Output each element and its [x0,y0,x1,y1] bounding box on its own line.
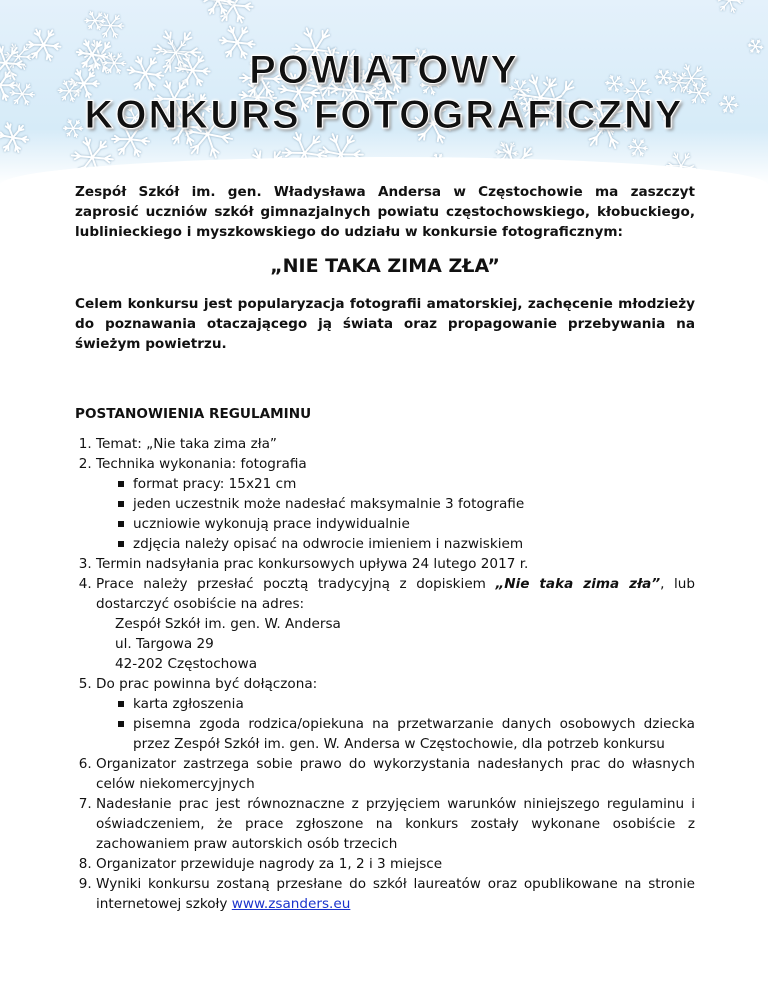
rule-4-text: Prace należy przesłać pocztą tradycyjną z dopiskiem [96,576,496,592]
snowflake-icon [717,0,743,12]
rule-7: 7. Nadesłanie prac jest równoznaczne z przyjęciem warunków niniejszego regulaminu i oświadczeniem, że prace zgłoszone na konkurs zostały wykonane osobiście z zachowaniem praw autorskich osób trzecich [96,794,695,854]
snowflake-icon [85,12,105,30]
rules-list [75,434,695,914]
rule-4-text-end: , lub dostarczyć osobiście na adres: [96,576,695,612]
rule-2-bullet: jeden uczestnik może nadesłać maksymalnie 3 fotografie [118,494,695,514]
rule-3: 3. Termin nadsyłania prac konkursowych upływa 24 lutego 2017 r. [96,554,695,574]
snowflake-icon [97,14,123,38]
rule-5-bullet: karta zgłoszenia [118,694,695,714]
rule-5 [96,674,695,754]
rule-9-text: Wyniki konkursu zostaną przesłane do szkół laureatów oraz opublikowane na stronie internetowej szkoły [96,876,695,912]
rule-1: 1. Temat: „Nie taka zima zła” [96,434,695,454]
rule-5-text: Do prac powinna być dołączona: [96,676,318,692]
rule-8: 8. Organizator przewiduje nagrody za 1, 2 i 3 miejsce [96,854,695,874]
rule-2 [96,454,695,554]
address-line: 42-202 Częstochowa [115,656,258,672]
goal-paragraph: Celem konkursu jest popularyzacja fotografii amatorskiej, zachęcenie młodzieży do poznawania otaczającego ją świata oraz propagowanie przebywania na świeżym powietrzu. [75,296,695,352]
intro-paragraph: Zespół Szkół im. gen. Władysława Andersa w Częstochowie ma zaszczyt zaprosić uczniów szkół gimnazjalnych powiatu częstochowskiego, kłobuckiego, lublinieckiego i myszkowskiego do udziału w konkursie fotograficznym: [75,184,695,240]
snowflake-banner [0,0,768,185]
section-title: POSTANOWIENIA REGULAMINU [75,406,312,422]
banner-title-line1: POWIATOWY [249,48,519,92]
school-website-link[interactable]: www.zsanders.eu [231,896,351,912]
contest-motto: „NIE TAKA ZIMA ZŁA” [270,255,500,277]
snowflake-icon [629,140,647,156]
banner-title-line2: KONKURS FOTOGRAFICZNY [84,93,684,137]
rule-2-bullet: zdjęcia należy opisać na odwrocie imieniem i nazwiskiem [118,534,695,554]
rule-4-emphasis: „Nie taka zima zła” [495,576,661,592]
rule-5-bullet: pisemna zgoda rodzica/opiekuna na przetwarzanie danych osobowych dziecka przez Zespół Szkół im. gen. W. Andersa w Częstochowie, dla potrzeb konkursu [118,714,695,754]
address-line: Zespół Szkół im. gen. W. Andersa [115,616,341,632]
rule-9 [96,874,695,914]
address-line: ul. Targowa 29 [115,636,214,652]
document-body [75,182,695,914]
rule-2-bullet: format pracy: 15x21 cm [118,474,695,494]
rule-2-text: Technika wykonania: fotografia [96,456,307,472]
rule-4 [96,574,695,674]
rule-6: 6. Organizator zastrzega sobie prawo do wykorzystania nadesłanych prac do własnych celów niekomercyjnych [96,754,695,794]
rule-2-bullet: uczniowie wykonują prace indywidualnie [118,514,695,534]
